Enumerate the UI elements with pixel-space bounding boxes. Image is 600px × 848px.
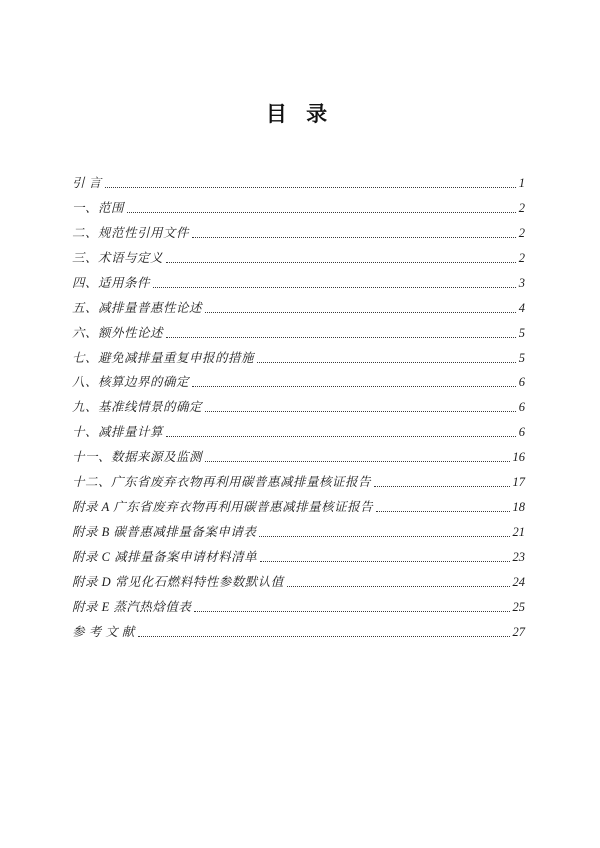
toc-entry bbox=[72, 590, 525, 615]
toc-entry-label: 七、避免减排量重复申报的措施 bbox=[72, 350, 255, 365]
toc-entry-page: 2 bbox=[518, 200, 525, 215]
toc-entry bbox=[72, 191, 525, 216]
toc-entry-page: 5 bbox=[518, 350, 525, 365]
toc-entry-label: 附录 C 减排量备案申请材料清单 bbox=[72, 550, 258, 564]
toc-entry-page: 3 bbox=[518, 275, 525, 290]
toc-entry bbox=[72, 540, 525, 565]
toc-entry bbox=[72, 266, 525, 291]
dot-leader bbox=[257, 362, 516, 363]
toc-entry-page: 5 bbox=[518, 325, 525, 340]
toc-entry-page: 4 bbox=[518, 300, 525, 315]
toc-entry-label: 三、术语与定义 bbox=[72, 250, 164, 265]
dot-leader bbox=[166, 262, 516, 263]
page-title: 目 录 bbox=[265, 102, 335, 126]
toc-entry-label: 九、基准线情景的确定 bbox=[72, 400, 203, 415]
toc-entry bbox=[72, 390, 525, 415]
toc-entry-page: 6 bbox=[518, 425, 525, 440]
toc-entry-page: 24 bbox=[512, 574, 525, 589]
toc-entry-label: 附录 A 广东省废弃衣物再利用碳普惠减排量核证报告 bbox=[72, 500, 374, 515]
dot-leader bbox=[153, 287, 516, 288]
toc-entry-label: 六、额外性论述 bbox=[72, 325, 164, 340]
dot-leader bbox=[205, 411, 516, 412]
toc-entry-page: 1 bbox=[518, 175, 525, 190]
toc-entry bbox=[72, 490, 525, 515]
dot-leader bbox=[205, 461, 509, 462]
dot-leader bbox=[192, 237, 516, 238]
toc-list bbox=[0, 166, 600, 640]
toc-entry bbox=[72, 166, 525, 191]
toc-entry-label: 引 言 bbox=[72, 175, 102, 190]
toc-entry-label: 二、规范性引用文件 bbox=[72, 225, 190, 240]
toc-entry-page: 2 bbox=[518, 225, 525, 240]
toc-entry bbox=[72, 366, 525, 391]
toc-entry-label: 附录 B 碳普惠减排量备案申请表 bbox=[72, 525, 257, 540]
toc-entry bbox=[72, 316, 525, 341]
dot-leader bbox=[194, 611, 509, 612]
toc-entry-page: 17 bbox=[512, 475, 525, 490]
dot-leader bbox=[166, 337, 516, 338]
toc-entry-label: 五、减排量普惠性论述 bbox=[72, 300, 203, 315]
dot-leader bbox=[138, 636, 510, 637]
toc-entry bbox=[72, 415, 525, 440]
toc-entry bbox=[72, 565, 525, 590]
toc-entry-page: 23 bbox=[512, 550, 525, 564]
toc-entry bbox=[72, 615, 525, 640]
toc-entry-page: 6 bbox=[518, 400, 525, 415]
toc-entry-page: 6 bbox=[518, 375, 525, 390]
toc-entry-page: 16 bbox=[512, 450, 525, 465]
toc-entry-page: 27 bbox=[512, 624, 525, 639]
toc-entry-label: 十一、数据来源及监测 bbox=[72, 450, 203, 465]
toc-entry-page: 2 bbox=[518, 250, 525, 265]
dot-leader bbox=[260, 561, 509, 562]
toc-entry-label: 附录 E 蒸汽热焓值表 bbox=[72, 599, 192, 614]
toc-entry bbox=[72, 291, 525, 316]
dot-leader bbox=[166, 436, 516, 437]
dot-leader bbox=[287, 586, 510, 587]
dot-leader bbox=[105, 187, 516, 188]
dot-leader bbox=[205, 312, 516, 313]
toc-entry bbox=[72, 440, 525, 465]
toc-entry-label: 附录 D 常见化石燃料特性参数默认值 bbox=[72, 574, 284, 589]
toc-entry bbox=[72, 216, 525, 241]
dot-leader bbox=[127, 212, 516, 213]
toc-entry-page: 25 bbox=[512, 599, 525, 614]
toc-entry-label: 十二、广东省废弃衣物再利用碳普惠减排量核证报告 bbox=[72, 475, 372, 490]
dot-leader bbox=[374, 486, 509, 487]
toc-entry bbox=[72, 241, 525, 266]
dot-leader bbox=[259, 536, 509, 537]
toc-entry-label: 八、核算边界的确定 bbox=[72, 375, 190, 390]
toc-entry-label: 一、范围 bbox=[72, 200, 125, 215]
toc-entry bbox=[72, 341, 525, 366]
dot-leader bbox=[376, 511, 509, 512]
toc-entry-label: 参 考 文 献 bbox=[72, 624, 135, 639]
toc-entry-page: 18 bbox=[512, 500, 525, 515]
toc-entry-label: 四、适用条件 bbox=[72, 275, 151, 290]
toc-entry-label: 十、减排量计算 bbox=[72, 425, 164, 440]
dot-leader bbox=[192, 386, 516, 387]
toc-entry-page: 21 bbox=[512, 525, 525, 540]
toc-entry bbox=[72, 465, 525, 490]
toc-entry bbox=[72, 515, 525, 540]
